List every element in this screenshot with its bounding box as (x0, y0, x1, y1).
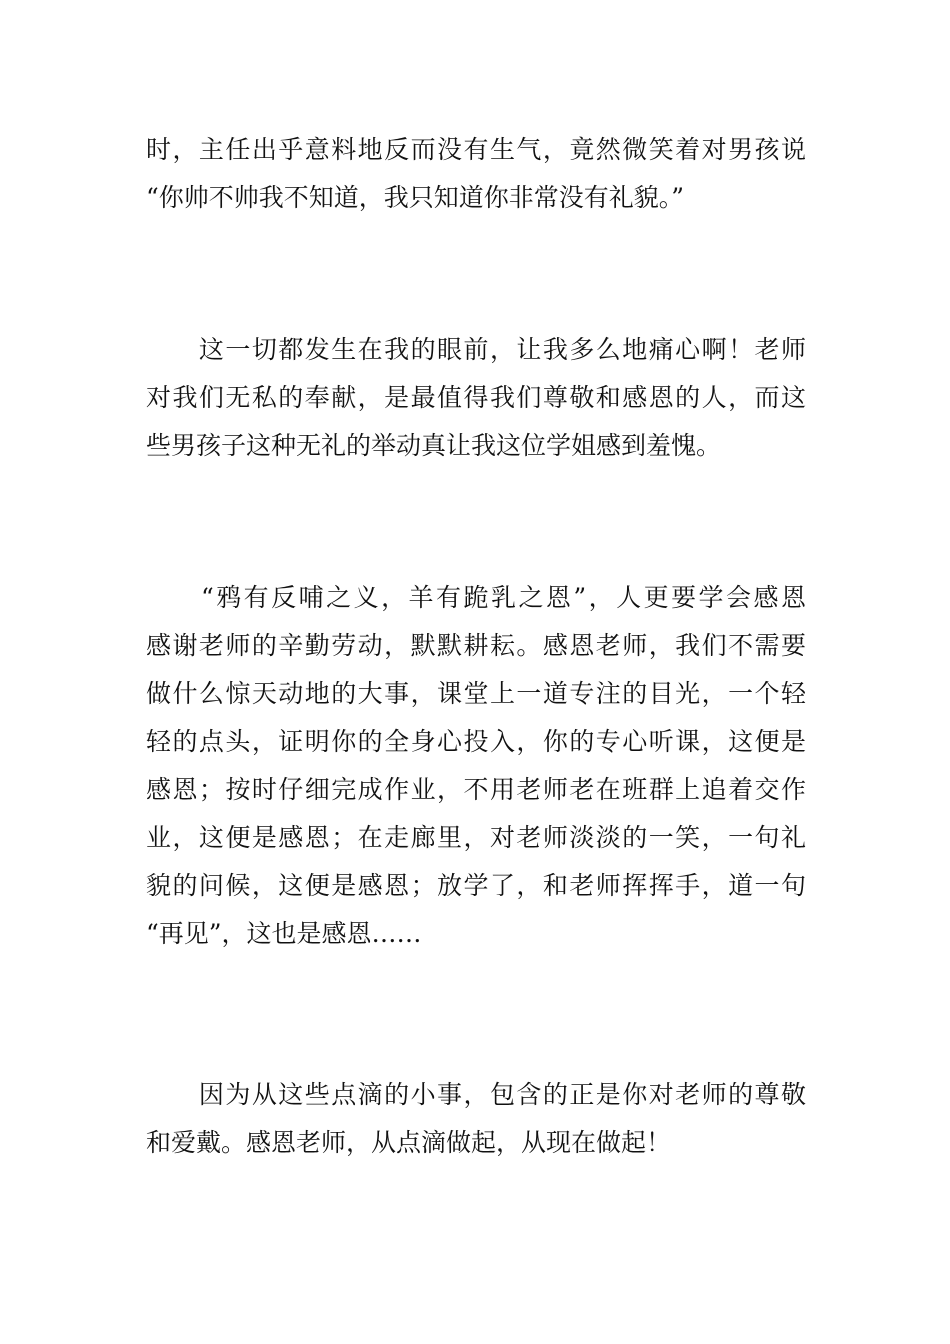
paragraph-2 (146, 326, 806, 470)
paragraph-line: 因为从这些点滴的小事，包含的正是你对老师的尊敬 (146, 1080, 806, 1109)
paragraph-line: 感恩；按时仔细完成作业，不用老师老在班群上追着交作 (146, 775, 806, 804)
paragraph-line: 业，这便是感恩；在走廊里，对老师淡淡的一笑，一句礼 (146, 823, 806, 852)
paragraph-4 (146, 1071, 806, 1167)
paragraph-line: 些男孩子这种无礼的举动真让我这位学姐感到羞愧。 (146, 431, 722, 460)
paragraph-line: 感谢老师的辛勤劳动，默默耕耘。感恩老师，我们不需要 (146, 631, 806, 660)
paragraph-line: 时，主任出乎意料地反而没有生气，竟然微笑着对男孩说 (146, 135, 806, 164)
paragraph-1 (146, 126, 806, 222)
paragraph-line: 这一切都发生在我的眼前，让我多么地痛心啊！老师 (146, 335, 806, 364)
paragraph-line: “鸦有反哺之义，羊有跪乳之恩”，人更要学会感恩 (146, 583, 806, 612)
paragraph-line: “再见”，这也是感恩…… (146, 919, 422, 948)
paragraph-line: 做什么惊天动地的大事，课堂上一道专注的目光，一个轻 (146, 679, 806, 708)
paragraph-line: 和爱戴。感恩老师，从点滴做起，从现在做起！ (146, 1128, 672, 1157)
paragraph-line: 轻的点头，证明你的全身心投入，你的专心听课，这便是 (146, 727, 806, 756)
paragraph-line: “你帅不帅我不知道，我只知道你非常没有礼貌。” (146, 183, 685, 212)
paragraph-line: 貌的问候，这便是感恩；放学了，和老师挥挥手，道一句 (146, 871, 806, 900)
paragraph-3 (146, 574, 806, 958)
paragraph-line: 对我们无私的奉献，是最值得我们尊敬和感恩的人，而这 (146, 383, 806, 412)
